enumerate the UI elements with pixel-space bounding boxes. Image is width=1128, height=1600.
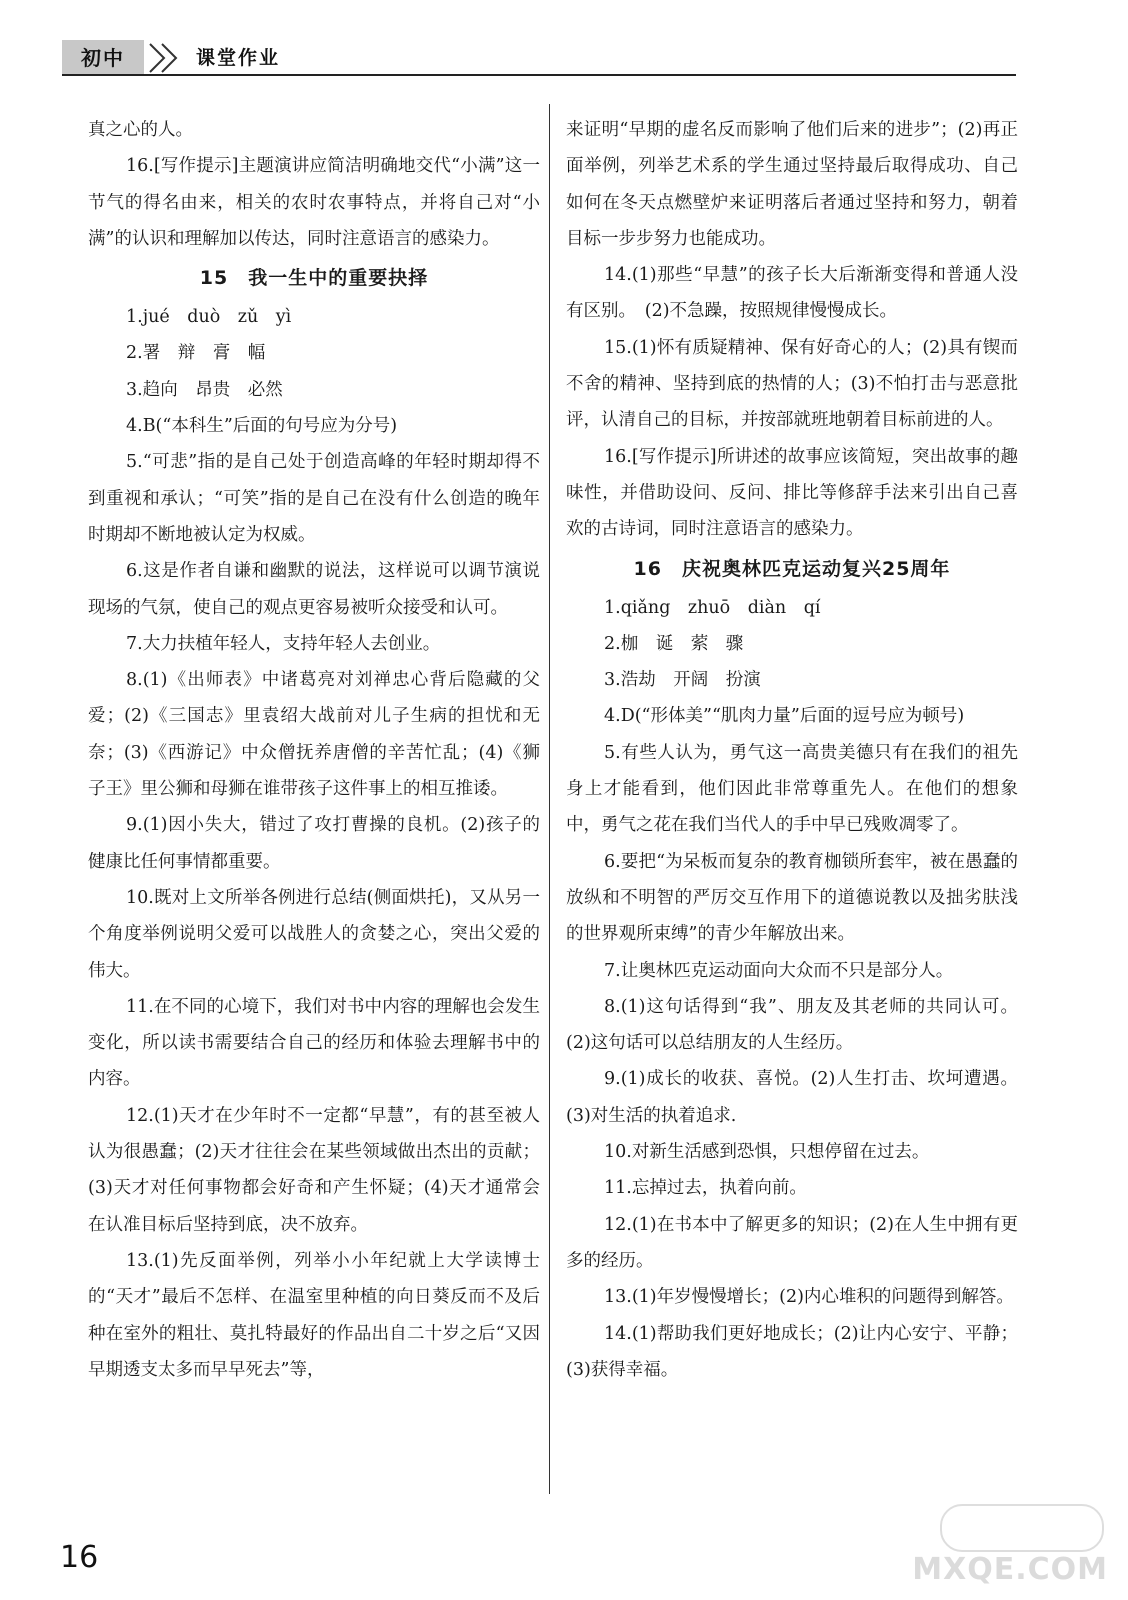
answer-paragraph: 15.(1)怀有质疑精神、保有好奇心的人；(2)具有锲而不舍的精神、坚持到底的热情的人；(3)不怕打击与恶意批评，认清自己的目标，并按部就班地朝着目标前进的人。 <box>566 337 1018 431</box>
answer-paragraph: 2.署 辩 膏 幅 <box>126 343 266 364</box>
answer-paragraph: 1.qiǎng zhuō diàn qí <box>604 597 821 618</box>
answer-paragraph: 真之心的人。 <box>88 120 193 140</box>
answer-paragraph: 13.(1)先反面举例，列举小小年纪就上大学读博士的“天才”最后不怎样、在温室里种植的向日葵反而不及后种在室外的粗壮、莫扎特最好的作品出自二十岁之后“又因早期透支太多而早早死去”等， <box>88 1250 540 1380</box>
answer-paragraph: 3.趋向 昂贵 必然 <box>126 379 283 400</box>
answer-paragraph: 5.有些人认为，勇气这一高贵美德只有在我们的祖先身上才能看到，他们因此非常尊重先人。在他们的想象中，勇气之花在我们当代人的手中早已残败凋零了。 <box>566 742 1018 836</box>
page-number: 16 <box>60 1540 99 1575</box>
answer-paragraph: 4.B(“本科生”后面的句号应为分号) <box>126 416 398 437</box>
answer-paragraph: 16.[写作提示]主题演讲应简洁明确地交代“小满”这一节气的得名由来，相关的农时农事特点，并将自己对“小满”的认识和理解加以传达，同时注意语言的感染力。 <box>88 156 540 249</box>
column-divider <box>549 104 550 1494</box>
answer-paragraph: 4.D(“形体美”“肌肉力量”后面的逗号应为顿号) <box>604 706 965 727</box>
answer-paragraph: 9.(1)成长的收获、喜悦。(2)人生打击、坎坷遭遇。(3)对生活的执着追求. <box>566 1069 1018 1126</box>
answer-paragraph: 3.浩劫 开阔 扮演 <box>604 670 761 691</box>
double-chevron-icon <box>146 40 186 76</box>
answer-paragraph: 2.枷 诞 萦 骤 <box>604 633 744 654</box>
right-column <box>566 112 1018 1388</box>
section-heading: 15 我一生中的重要抉择 <box>199 267 429 290</box>
answer-paragraph: 12.(1)在书本中了解更多的知识；(2)在人生中拥有更多的经历。 <box>566 1214 1018 1271</box>
answer-paragraph: 5.“可悲”指的是自己处于创造高峰的年轻时期却得不到重视和承认；“可笑”指的是自己在没有什么创造的晚年时期却不断地被认定为权威。 <box>88 452 540 545</box>
answer-paragraph: 14.(1)帮助我们更好地成长；(2)让内心安宁、平静；(3)获得幸福。 <box>566 1323 1018 1380</box>
answer-paragraph: 6.这是作者自谦和幽默的说法，这样说可以调节演说现场的气氛，使自己的观点更容易被听众接受和认可。 <box>88 561 540 618</box>
header-rule <box>62 74 1016 76</box>
answer-paragraph: 7.让奥林匹克运动面向大众而不只是部分人。 <box>604 960 954 981</box>
answer-paragraph: 10.对新生活感到恐惧，只想停留在过去。 <box>604 1142 930 1163</box>
watermark-text: MXQE.COM <box>912 1552 1108 1587</box>
answer-paragraph: 来证明“早期的虚名反而影响了他们后来的进步”；(2)再正面举例，列举艺术系的学生通过坚持最后取得成功、自己如何在冬天点燃壁炉来证明落后者通过坚持和努力，朝着目标一步步努力也能成功。 <box>566 120 1018 249</box>
answer-paragraph: 13.(1)年岁慢慢增长；(2)内心堆积的问题得到解答。 <box>604 1287 1014 1308</box>
section-heading: 16 庆祝奥林匹克运动复兴25周年 <box>633 557 951 580</box>
header-title: 课堂作业 <box>196 47 281 69</box>
answer-paragraph: 8.(1)《出师表》中诸葛亮对刘禅忠心背后隐藏的父爱；(2)《三国志》里袁绍大战前对儿子生病的担忧和无奈；(3)《西游记》中众僧抚养唐僧的辛苦忙乱；(4)《狮子王》里公狮和母狮在谁带孩子这件事上的相互推诿。 <box>88 670 540 800</box>
watermark-badge <box>940 1504 1104 1552</box>
answer-paragraph: 11.忘掉过去，执着向前。 <box>604 1178 807 1199</box>
answer-paragraph: 16.[写作提示]所讲述的故事应该简短，突出故事的趣味性，并借助设问、反问、排比等修辞手法来引出自己喜欢的古诗词，同时注意语言的感染力。 <box>566 446 1018 540</box>
answer-paragraph: 12.(1)天才在少年时不一定都“早慧”，有的甚至被人认为很愚蠢；(2)天才往往会在某些领域做出杰出的贡献；(3)天才对任何事物都会好奇和产生怀疑；(4)天才通常会在认准目标后坚持到底，决不放弃。 <box>88 1105 540 1235</box>
answer-paragraph: 7.大力扶植年轻人，支持年轻人去创业。 <box>126 633 441 654</box>
answer-paragraph: 11.在不同的心境下，我们对书中内容的理解也会发生变化，所以读书需要结合自己的经历和体验去理解书中的内容。 <box>88 996 540 1090</box>
answer-paragraph: 6.要把“为呆板而复杂的教育枷锁所套牢，被在愚蠢的放纵和不明智的严厉交互作用下的道德说教以及拙劣肤浅的世界观所束缚”的青少年解放出来。 <box>566 851 1018 945</box>
left-column <box>88 112 540 1388</box>
page-header <box>62 40 1016 76</box>
answer-paragraph: 10.既对上文所举各例进行总结(侧面烘托)，又从另一个角度举例说明父爱可以战胜人的贪婪之心，突出父爱的伟大。 <box>88 887 540 981</box>
header-level-tab: 初中 <box>62 40 144 76</box>
answer-paragraph: 9.(1)因小失大，错过了攻打曹操的良机。(2)孩子的健康比任何事情都重要。 <box>88 815 540 872</box>
answer-paragraph: 1.jué duò zǔ yì <box>126 307 292 328</box>
answer-paragraph: 14.(1)那些“早慧”的孩子长大后渐渐变得和普通人没有区别。 (2)不急躁，按照规律慢慢成长。 <box>566 265 1018 322</box>
watermark-logo <box>912 1500 1120 1595</box>
answer-paragraph: 8.(1)这句话得到“我”、朋友及其老师的共同认可。(2)这句话可以总结朋友的人生经历。 <box>566 996 1018 1054</box>
